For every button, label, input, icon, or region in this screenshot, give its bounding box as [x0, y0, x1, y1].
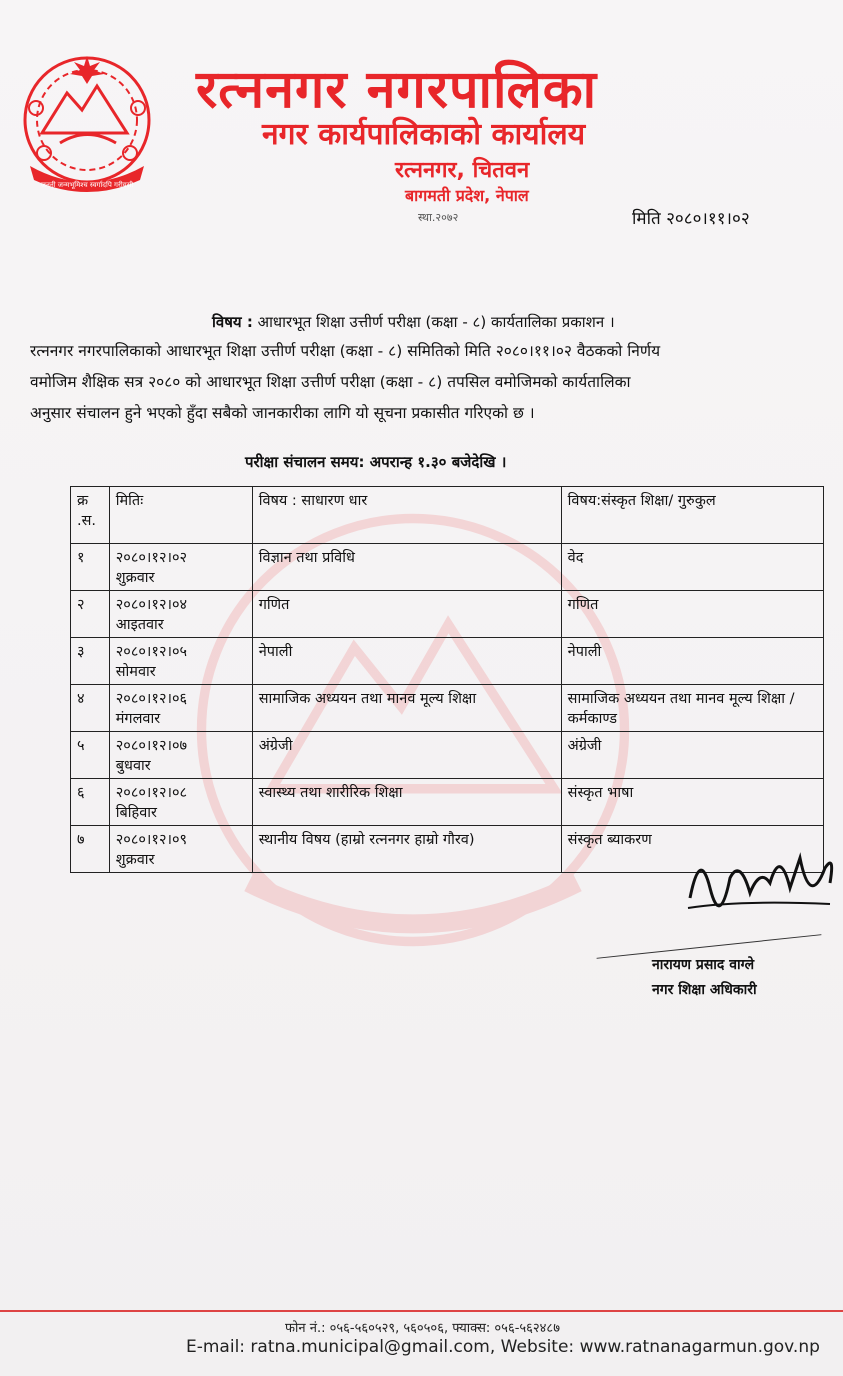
signature-icon [680, 838, 840, 926]
signatory-name: नारायण प्रसाद वाग्ले [652, 957, 755, 973]
cell-date [109, 685, 252, 732]
cell-general: विज्ञान तथा प्रविधि [252, 544, 561, 591]
address-line-2: बागमती प्रदेश, नेपाल [405, 186, 529, 205]
exam-date: २०८०।१२।०९ [115, 832, 188, 848]
exam-date: २०८०।१२।०७ [115, 738, 188, 754]
cell-sn: ७ [71, 826, 110, 873]
cell-sn: ३ [71, 638, 110, 685]
exam-date: २०८०।१२।०२ [115, 550, 188, 566]
cell-general: गणित [252, 591, 561, 638]
table-row [71, 685, 824, 732]
emblem-motto: जननी जन्मभूमिश्च स्वर्गादपि गरीयसी [40, 181, 134, 189]
notice-date: मिति २०८०।११।०२ [632, 209, 750, 229]
exam-day: शुक्रवार [115, 570, 155, 586]
cell-sn: ६ [71, 779, 110, 826]
cell-date [109, 732, 252, 779]
cell-general: अंग्रेजी [252, 732, 561, 779]
cell-date [109, 826, 252, 873]
cell-date [109, 544, 252, 591]
body-line: रत्ननगर नगरपालिकाको आधारभूत शिक्षा उत्तीर्ण परीक्षा (कक्षा - ८) समितिको मिति २०८०।११।०२ वैठकको निर्णय [30, 342, 661, 360]
header-general: विषय : साधारण धार [252, 487, 561, 544]
exam-day: सोमवार [115, 664, 156, 680]
subject-text: आधारभूत शिक्षा उत्तीर्ण परीक्षा (कक्षा - ८) कार्यतालिका प्रकाशन । [252, 313, 615, 331]
table-row [71, 732, 824, 779]
cell-sanskrit: गणित [561, 591, 823, 638]
exam-day: शुक्रवार [115, 852, 155, 868]
schedule-table [70, 486, 824, 873]
exam-date: २०८०।१२।०५ [115, 644, 188, 660]
cell-general: स्थानीय विषय (हाम्रो रत्ननगर हाम्रो गौरव) [252, 826, 561, 873]
cell-sanskrit: संस्कृत ब्याकरण [561, 826, 823, 873]
cell-date [109, 638, 252, 685]
body-line: वमोजिम शैक्षिक सत्र २०८० को आधारभूत शिक्षा उत्तीर्ण परीक्षा (कक्षा - ८) तपसिल वमोजिमको कार्यतालिका [30, 373, 631, 391]
organization-title: रत्ननगर नगरपालिका [196, 60, 598, 120]
cell-date [109, 779, 252, 826]
exam-day: मंगलवार [115, 711, 161, 727]
subject-line [212, 312, 615, 332]
address-line-1: रत्ननगर, चितवन [395, 158, 530, 183]
notice-body [30, 336, 830, 429]
cell-sanskrit: संस्कृत भाषा [561, 779, 823, 826]
signatory-title: नगर शिक्षा अधिकारी [652, 982, 757, 998]
exam-day: आइतवार [115, 617, 164, 633]
cell-general: नेपाली [252, 638, 561, 685]
table-row [71, 591, 824, 638]
footer-divider [0, 1310, 843, 1312]
cell-sanskrit: वेद [561, 544, 823, 591]
cell-sanskrit: अंग्रेजी [561, 732, 823, 779]
cell-sanskrit: सामाजिक अध्ययन तथा मानव मूल्य शिक्षा /कर्मकाण्ड [561, 685, 823, 732]
cell-sanskrit: नेपाली [561, 638, 823, 685]
cell-date [109, 591, 252, 638]
nepal-emblem-icon [12, 48, 162, 198]
cell-sn: १ [71, 544, 110, 591]
footer-contact: E-mail: ratna.municipal@gmail.com, Website: www.ratnanagarmun.gov.np [186, 1337, 820, 1357]
exam-date: २०८०।१२।०४ [115, 597, 188, 613]
cell-general: स्वास्थ्य तथा शारीरिक शिक्षा [252, 779, 561, 826]
exam-day: बुधवार [115, 758, 151, 774]
cell-general: सामाजिक अध्ययन तथा मानव मूल्य शिक्षा [252, 685, 561, 732]
cell-sn: २ [71, 591, 110, 638]
body-line: अनुसार संचालन हुने भएको हुँदा सबैको जानकारीका लागि यो सूचना प्रकासीत गरिएको छ । [30, 404, 535, 422]
exam-day: बिहिवार [115, 805, 157, 821]
table-row [71, 544, 824, 591]
subject-label: विषय : [212, 313, 253, 331]
cell-sn: ४ [71, 685, 110, 732]
header-date: मितिः [109, 487, 252, 544]
header-sn: क्र .स. [71, 487, 110, 544]
footer-phone: फोन नं.: ०५६-५६०५२९, ५६०५०६, फ्याक्स: ०५६-५६२४८७ [285, 1321, 560, 1336]
exam-time: परीक्षा संचालन समय: अपरान्ह १.३० बजेदेखि । [245, 453, 507, 471]
table-row [71, 638, 824, 685]
table-row [71, 779, 824, 826]
office-name: नगर कार्यपालिकाको कार्यालय [262, 117, 586, 152]
header-sanskrit: विषय:संस्कृत शिक्षा/ गुरुकुल [561, 487, 823, 544]
stamp-established: स्था.२०७२ [418, 211, 459, 224]
exam-date: २०८०।१२।०८ [115, 785, 188, 801]
cell-sn: ५ [71, 732, 110, 779]
table-header-row [71, 487, 824, 544]
exam-date: २०८०।१२।०६ [115, 691, 188, 707]
